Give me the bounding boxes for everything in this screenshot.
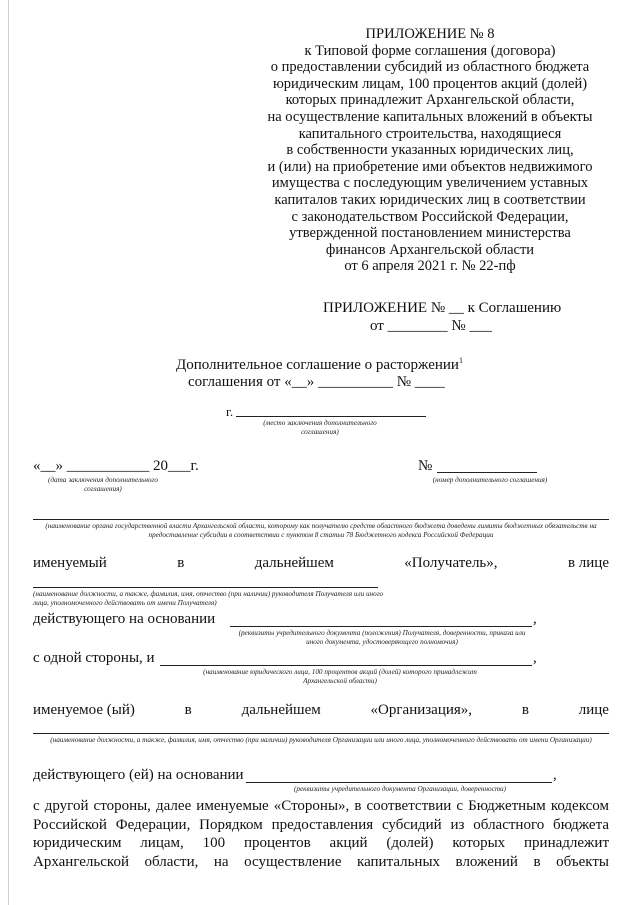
side1-comma: , (533, 650, 537, 666)
appendix-line: от 6 апреля 2021 г. № 22-пф (344, 258, 516, 275)
org-word: в (521, 702, 529, 718)
appendix-line: о предоставлении субсидий из областного бюджета (270, 59, 590, 76)
org-word: в (184, 702, 192, 718)
org-word: именуемое (ый) (33, 702, 135, 718)
basis2-comma: , (553, 767, 557, 783)
recipient-word: именуемый (33, 555, 107, 571)
recipient-word: в лице (567, 555, 609, 571)
basis2-text: действующего (ей) на основании (33, 767, 244, 783)
basis1-line (230, 626, 532, 627)
date-note: (дата заключения дополнительного соглашения) (48, 476, 158, 493)
basis2-line (246, 782, 552, 783)
appendix-header (255, 26, 605, 275)
number-line (437, 472, 537, 473)
title-line2: соглашения от «__» __________ № ____ (188, 374, 445, 390)
appendix-line: с законодательством Российской Федерации, (291, 208, 569, 225)
title-line1: Дополнительное соглашение о расторжении (176, 357, 459, 373)
recipient-word: дальнейшем (254, 555, 334, 571)
basis1-comma: , (533, 611, 537, 627)
place-prefix: г. (226, 404, 234, 419)
appendix-line: капиталов таких юридических лиц в соответствии (274, 191, 586, 208)
org-row (33, 702, 609, 719)
appendix-line: утвержденной постановлением министерства (289, 225, 571, 242)
date-field: «__» ___________ 20___г. (33, 458, 199, 474)
recipient-note: (наименование должности, а также, фамилия, имя, отчество (при наличии) руководителя Получателя или иного лица, уполномоченного действовать от имени Получателя) (33, 590, 384, 607)
paragraph-line: юридическим лицам, 100 процентов акций (долей) которых принадлежит (33, 835, 609, 851)
paragraph-line: Архангельской области, на осуществление капитальных вложений в объекты (33, 853, 609, 870)
authority-line (33, 519, 609, 520)
basis1-text: действующего на основании (33, 611, 216, 627)
appendix-line: на осуществление капитальных вложений в объекты (267, 108, 593, 125)
appendix-line: которых принадлежит Архангельской области, (285, 92, 575, 109)
page-edge (8, 0, 9, 905)
footnote-mark: 1 (458, 356, 463, 365)
agreement-ref-line1: ПРИЛОЖЕНИЕ № __ к Соглашению (323, 300, 562, 316)
org-note: (наименование должности, а также, фамилия, имя, отчество (при наличии) руководителя Организации или иного лица, уполномоченного действовать от имени Организации) (50, 736, 592, 744)
org-line (33, 733, 609, 734)
authority-note: (наименование органа государственной власти Архангельской области, которому как получателю средств областного бюджета доведены лимиты бюджетных обязательств на предоставление субсидии в соответствии с пунктом 8 статьи 78 Бюджетного кодекса Российской Федерации (45, 522, 597, 539)
appendix-line: имущества с последующим увеличением уставных (271, 175, 589, 192)
closing-paragraph (33, 797, 609, 871)
recipient-row (33, 555, 609, 572)
number-label: № (418, 458, 433, 474)
appendix-line: ПРИЛОЖЕНИЕ № 8 (365, 26, 495, 42)
org-word: «Организация», (370, 702, 473, 718)
recipient-word: «Получатель», (404, 555, 498, 571)
appendix-line: финансов Архангельской области (325, 241, 535, 258)
side1-text: с одной стороны, и (33, 650, 155, 666)
number-note: (номер дополнительного соглашения) (432, 476, 548, 484)
appendix-line: и (или) на приобретение ими объектов недвижимого (267, 158, 593, 175)
basis2-note: (реквизиты учредительного документа Организации, доверенности) (293, 785, 507, 793)
appendix-line: к Типовой форме соглашения (договора) (304, 42, 556, 59)
appendix-line: капитального строительства, находящиеся (298, 125, 562, 142)
place-line (236, 416, 426, 417)
recipient-line (33, 587, 378, 588)
recipient-word: в (177, 555, 185, 571)
paragraph-line: Российской Федерации, Порядком предоставления субсидий из областного бюджета (33, 816, 609, 833)
appendix-line: юридическим лицам, 100 процентов акций (долей) (272, 75, 588, 92)
basis1-note: (реквизиты учредительного документа (положения) Получателя, доверенности, приказа или иного документа, удостоверяющего полномочия) (238, 629, 526, 646)
side1-line (160, 665, 532, 666)
agreement-ref-line2: от ________ № ___ (370, 318, 492, 334)
paragraph-line: с другой стороны, далее именуемые «Стороны», в соответствии с Бюджетным кодексом (33, 798, 609, 814)
document-title (176, 356, 463, 374)
place-note: (место заключения дополнительного соглашения) (263, 419, 377, 436)
org-word: лице (578, 702, 609, 718)
side1-note: (наименование юридического лица, 100 процентов акций (долей) которого принадлежит Архангельской области) (203, 668, 477, 685)
appendix-line: в собственности указанных юридических лиц, (286, 142, 574, 159)
org-word: дальнейшем (241, 702, 321, 718)
